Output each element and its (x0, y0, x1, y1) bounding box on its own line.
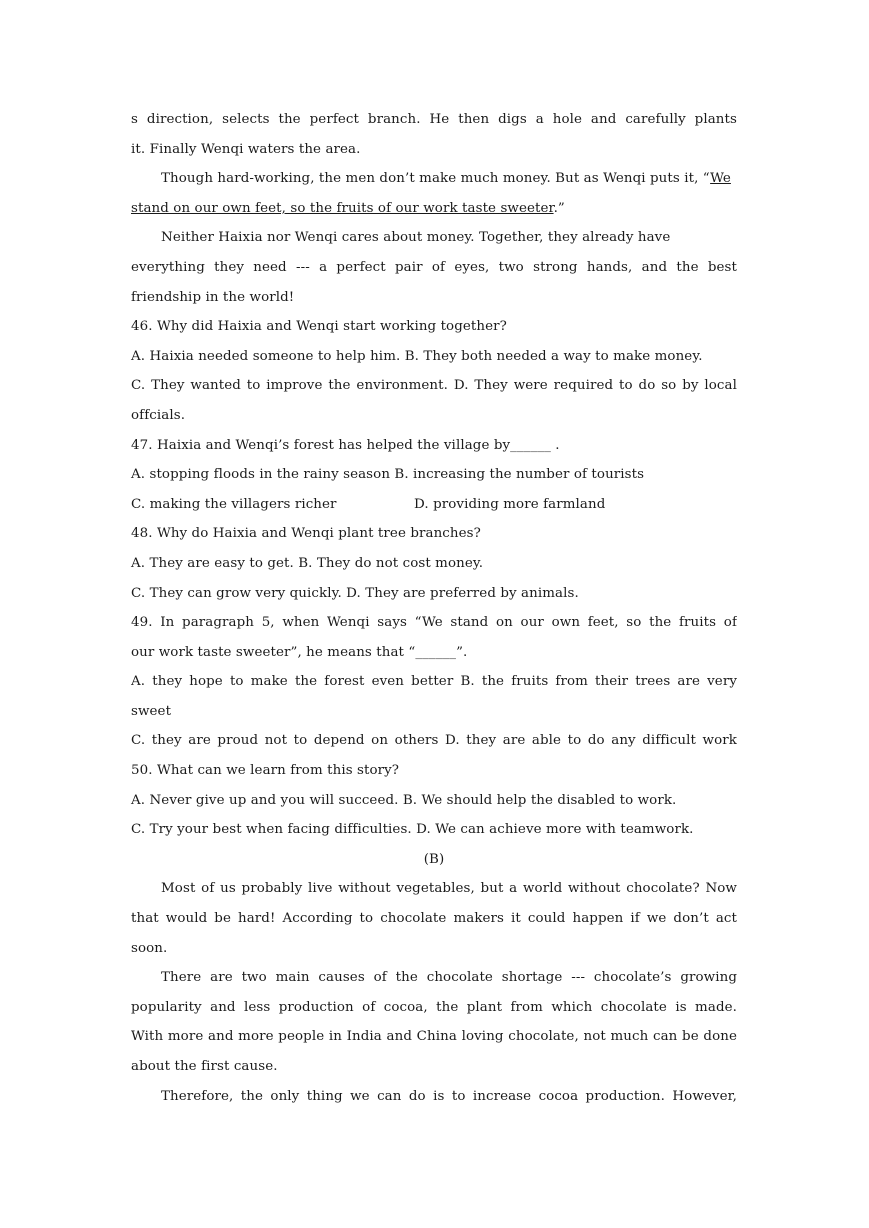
text-line: s direction, selects the perfect branch. He then digs a hole and carefully plants (131, 112, 737, 127)
question-48: 48. Why do Haixia and Wenqi plant tree branches? (131, 526, 481, 542)
underlined-quote: stand on our own feet, so the fruits of our work taste sweeter (131, 200, 554, 216)
text-line: soon. (131, 940, 168, 956)
options-49-cd: C. they are proud not to depend on others D. they are able to do any difficult work (131, 733, 737, 749)
question-50: 50. What can we learn from this story? (131, 763, 400, 779)
options-46-cd: C. They wanted to improve the environment. D. They were required to do so by local (131, 378, 737, 394)
text-line: Therefore, the only thing we can do is to increase cocoa production. However, (161, 1088, 737, 1104)
text-line: With more and more people in India and China loving chocolate, not much can be done (131, 1029, 737, 1045)
options-49-ab-cont: sweet (131, 703, 172, 719)
text-line (131, 194, 737, 224)
options-46-cd-cont: offcials. (131, 407, 186, 423)
text-line: popularity and less production of cocoa, the plant from which chocolate is made. (131, 999, 737, 1015)
text-line: everything they need --- a perfect pair of eyes, two strong hands, and the best (131, 259, 737, 275)
option-47-c: C. making the villagers richer (131, 496, 337, 512)
text-line: about the first cause. (131, 1059, 278, 1074)
option-47-d: D. providing more farmland (414, 496, 606, 512)
underlined-quote: We (710, 171, 731, 187)
text-line: that would be hard! According to chocolate makers it could happen if we don’t act (131, 911, 737, 927)
options-50-cd: C. Try your best when facing difficulties. D. We can achieve more with teamwork. (131, 822, 694, 838)
passage-body (131, 105, 737, 1111)
options-48-ab: A. They are easy to get. B. They do not cost money. (131, 555, 484, 571)
options-47-ab: A. stopping floods in the rainy season B. increasing the number of tourists (131, 467, 645, 483)
question-47: 47. Haixia and Wenqi’s forest has helped the village by______ . (131, 437, 560, 453)
options-46-ab: A. Haixia needed someone to help him. B. They both needed a way to make money. (131, 348, 703, 364)
options-50-ab: A. Never give up and you will succeed. B. We should help the disabled to work. (131, 792, 677, 808)
text-line: friendship in the world! (131, 289, 295, 305)
question-49: 49. In paragraph 5, when Wenqi says “We stand on our own feet, so the fruits of (131, 615, 737, 631)
options-48-cd: C. They can grow very quickly. D. They are preferred by animals. (131, 585, 579, 601)
options-47-cd (131, 490, 737, 520)
text-line: Most of us probably live without vegetables, but a world without chocolate? Now (161, 881, 737, 897)
text-line (131, 164, 737, 194)
text-line: There are two main causes of the chocolate shortage --- chocolate’s growing (161, 970, 737, 986)
section-heading: (B) (423, 851, 445, 867)
options-49-ab: A. they hope to make the forest even better B. the fruits from their trees are very (131, 674, 737, 690)
text-line: Neither Haixia nor Wenqi cares about money. Together, they already have (161, 230, 671, 246)
question-49-cont: our work taste sweeter”, he means that “______”. (131, 644, 468, 660)
question-46: 46. Why did Haixia and Wenqi start working together? (131, 319, 507, 335)
text-line: it. Finally Wenqi waters the area. (131, 141, 361, 157)
text-span: Though hard-working, the men don’t make much money. But as Wenqi puts it, “ (161, 171, 711, 187)
text-span: .” (553, 200, 565, 216)
